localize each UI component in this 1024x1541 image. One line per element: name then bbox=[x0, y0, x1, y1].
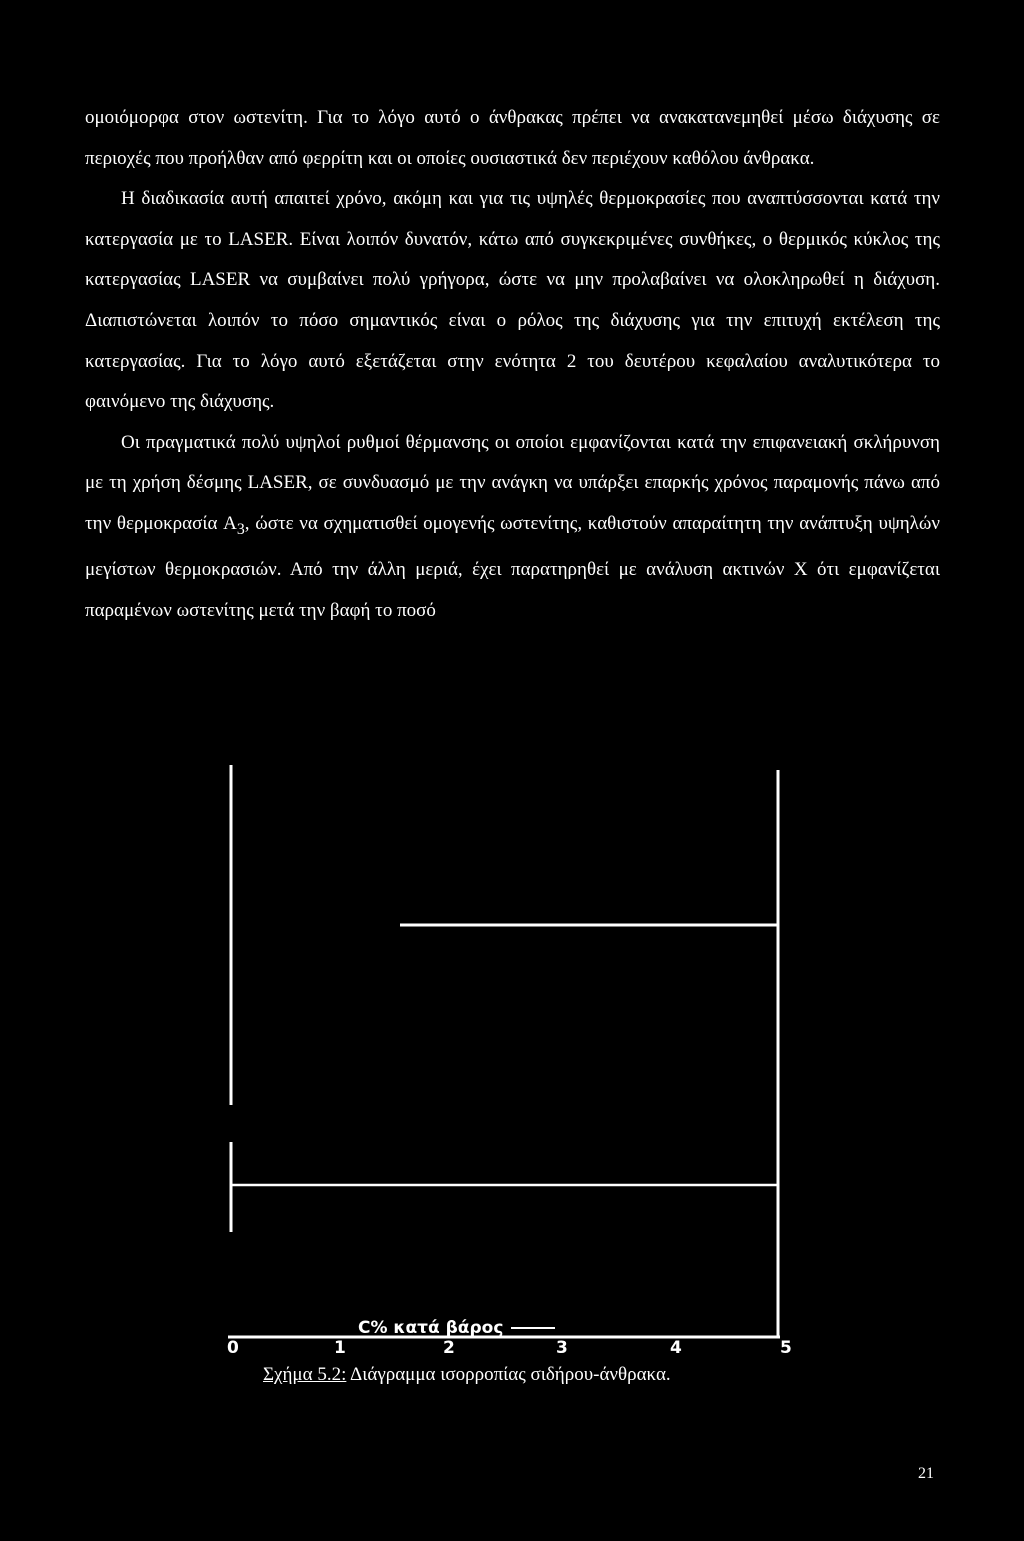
x-tick-label: 3 bbox=[556, 1338, 568, 1358]
paragraph-text: Οι πραγματικά πολύ υψηλοί ρυθμοί θέρμανσης οι οποίοι εμφανίζονται κατά την επιφανειακή σκλήρυνση με τη χρήση δέσμης LASER, σε συνδυασμό με την ανάγκη να υπάρξει επαρκής χρόνος παραμονής πάνω από την θερμοκρασία A bbox=[85, 431, 940, 534]
paragraph: Η διαδικασία αυτή απαιτεί χρόνο, ακόμη και για τις υψηλές θερμοκρασίες που αναπτύσσονται κατά την κατεργασία με το LASER. Είναι λοιπόν δυνατόν, κάτω από συγκεκριμένες συνθήκες, ο θερμικός κύκλος της κατεργασίας LASER να συμβαίνει πολύ γρήγορα, ώστε να μην προλαβαίνει να ολοκληρωθεί η διάχυση. Διαπιστώνεται λοιπόν το πόσο σημαντικός είναι ο ρόλος της διάχυσης για την επιτυχή εκτέλεση της κατεργασίας. Για το λόγο αυτό εξετάζεται στην ενότητα 2 του δευτέρου κεφαλαίου αναλυτικότερα το φαινόμενο της διάχυσης. bbox=[85, 188, 940, 413]
x-tick-label: 4 bbox=[670, 1338, 682, 1358]
caption-text: Διάγραμμα ισορροπίας σιδήρου-άνθρακα. bbox=[346, 1364, 671, 1385]
subscript-text: 3 bbox=[236, 520, 245, 538]
body-text bbox=[85, 98, 940, 632]
x-axis-label-text: C% κατά βάρος bbox=[358, 1318, 504, 1338]
x-tick-label: 1 bbox=[334, 1338, 346, 1358]
paragraph: ομοιόμορφα στον ωστενίτη. Για το λόγο αυτό ο άνθρακας πρέπει να ανακατανεμηθεί μέσω διάχυσης σε περιοχές που προήλθαν από φερρίτη και οι οποίες ουσιαστικά δεν περιέχουν καθόλου άνθρακα. bbox=[85, 107, 940, 169]
x-tick-label: 5 bbox=[780, 1338, 792, 1358]
phase-diagram-drawing bbox=[220, 760, 810, 1390]
caption-label: Σχήμα 5.2: bbox=[263, 1364, 347, 1385]
paragraph bbox=[85, 423, 940, 632]
x-axis-label bbox=[358, 1318, 555, 1338]
phase-diagram-figure bbox=[220, 760, 810, 1390]
x-tick-label: 0 bbox=[227, 1338, 239, 1358]
x-tick-label: 2 bbox=[443, 1338, 455, 1358]
page-number: 21 bbox=[918, 1465, 934, 1482]
figure-caption bbox=[263, 1364, 671, 1386]
arrow-line-icon bbox=[511, 1327, 555, 1329]
paragraph-text: , ώστε να σχηματισθεί ομογενής ωστενίτης, καθιστούν απαραίτητη την ανάπτυξη υψηλών μεγίστων θερμοκρασιών. Από την άλλη μεριά, έχει παρατηρηθεί με ανάλυση ακτινών X ότι εμφανίζεται παραμένων ωστενίτης μετά την βαφή το ποσό bbox=[85, 512, 940, 621]
